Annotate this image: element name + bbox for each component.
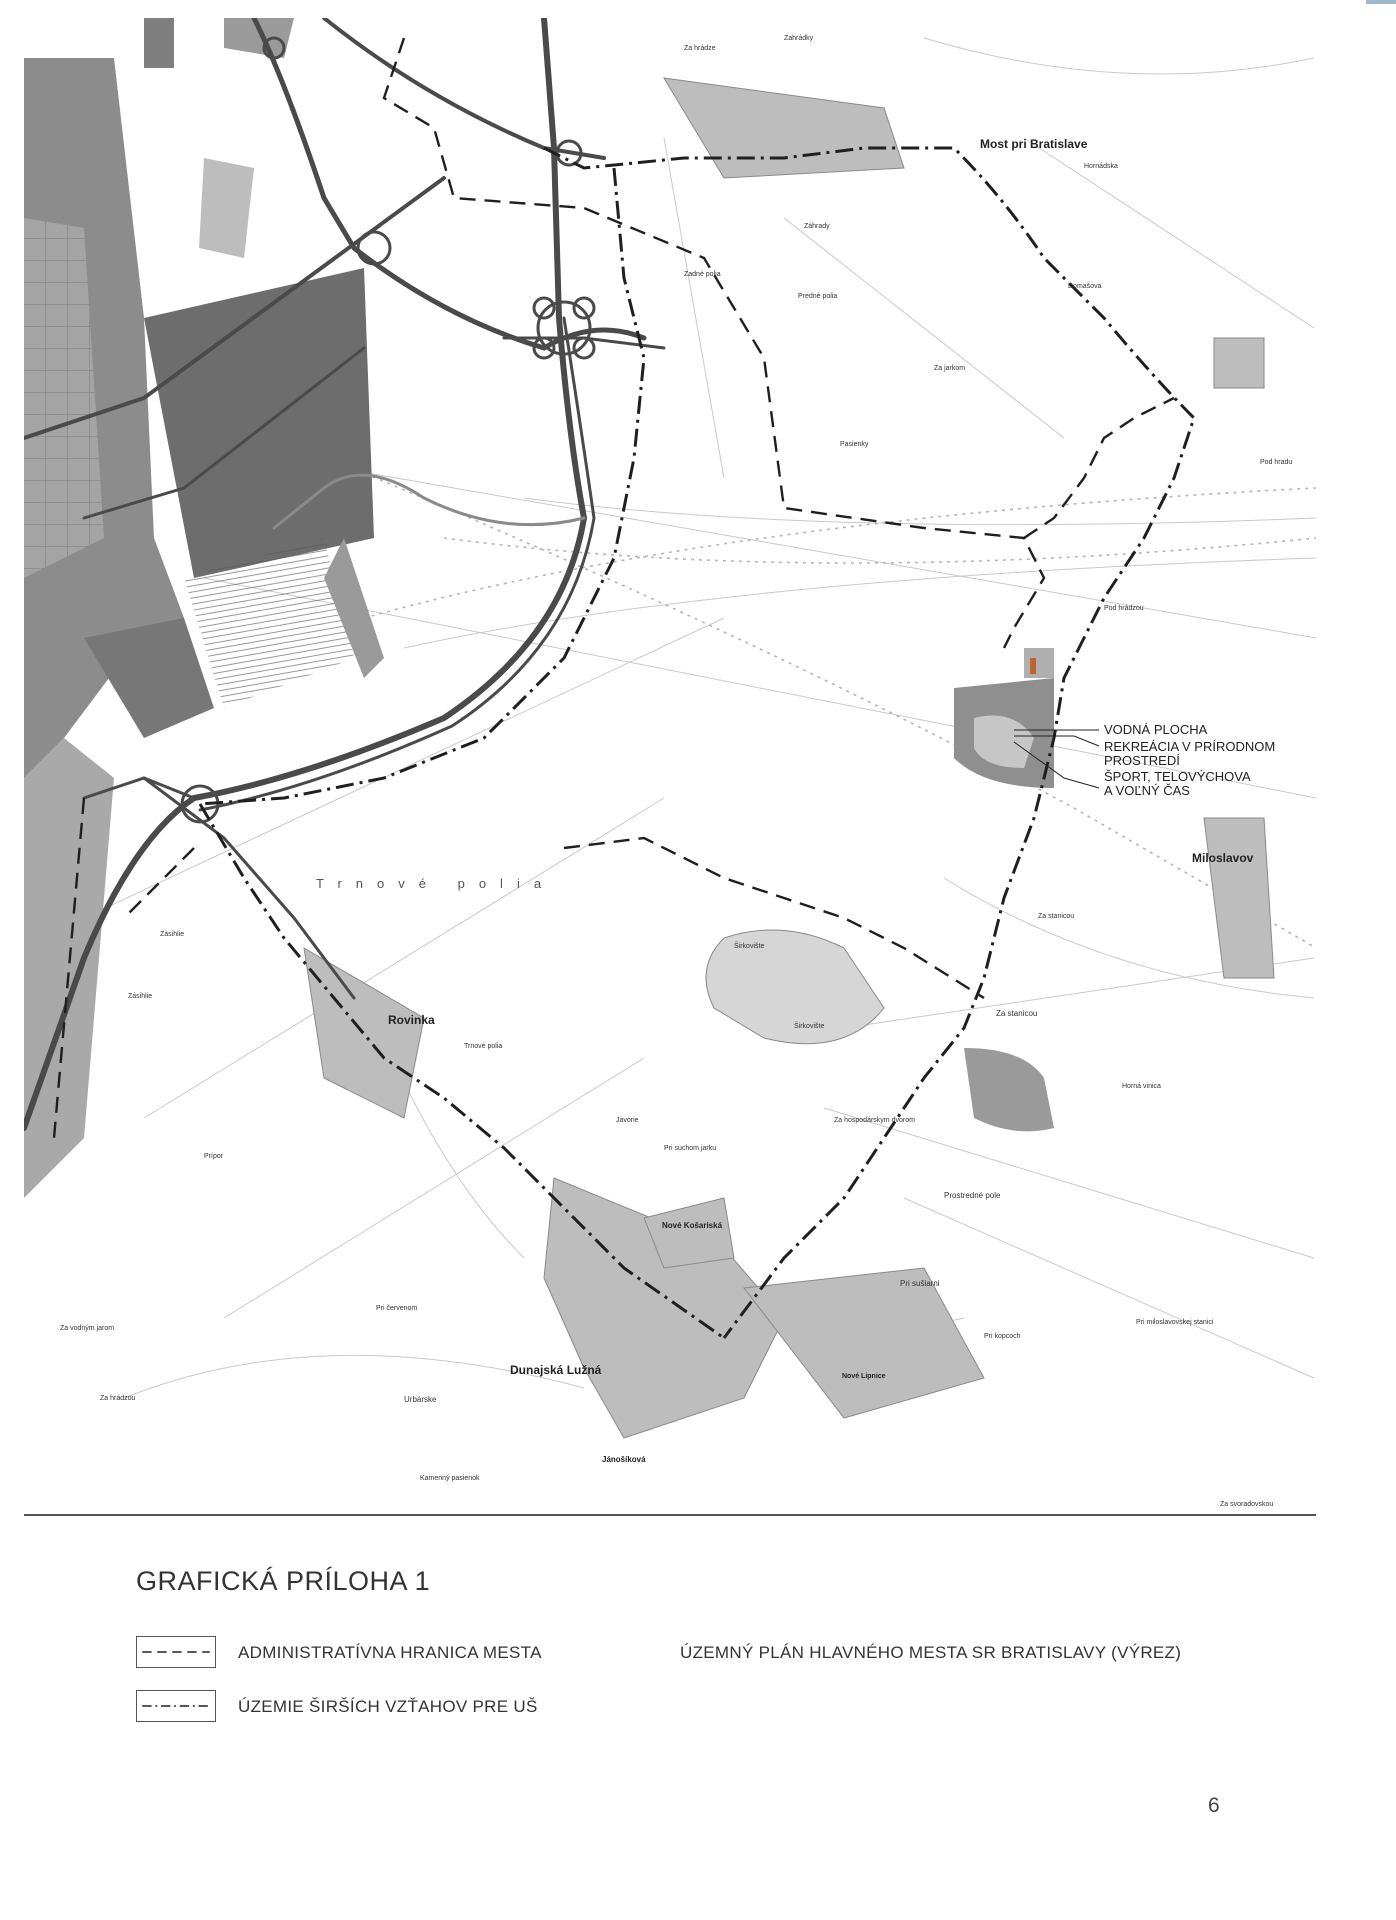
place-label-domasova: Domašova	[1068, 283, 1102, 290]
place-label-pod-hradzou: Pod hrádzou	[1104, 605, 1144, 612]
railway-lines	[254, 428, 1316, 948]
legend-label-wider-relations: ÚZEMIE ŠIRŠÍCH VZŤAHOV PRE UŠ	[238, 1697, 538, 1716]
place-label-za-hospodarskym-dvorom: Za hospodárskym dvorom	[834, 1117, 915, 1124]
callout-sport-line-2: A VOĽNÝ ČAS	[1104, 783, 1190, 798]
place-label-prostredne-pole: Prostredné pole	[944, 1191, 1001, 1200]
place-label-dunajska-luzna: Dunajská Lužná	[510, 1363, 602, 1377]
map	[24, 18, 1316, 1514]
place-label-zahradky: Zahrádky	[784, 35, 814, 42]
place-label-nove-kosariska: Nové Košariská	[662, 1221, 723, 1230]
place-label-trnove-pola-small: Trnové polia	[464, 1043, 503, 1050]
place-label-pri-kopcoch: Pri kopcoch	[984, 1333, 1021, 1340]
place-label-pasienky: Pasienky	[840, 441, 869, 448]
page-number: 6	[1208, 1794, 1220, 1817]
page-title: GRAFICKÁ PRÍLOHA 1	[136, 1566, 431, 1596]
callout-vodna-plocha: VODNÁ PLOCHA	[1104, 722, 1208, 737]
callout-rekreacia-line-1: REKREÁCIA V PRÍRODNOM	[1104, 739, 1276, 754]
legend-swatch-admin-boundary	[136, 1636, 216, 1668]
place-label-miloslavov: Miloslavov	[1192, 851, 1254, 865]
legend-swatch-wider-relations	[136, 1690, 216, 1722]
place-label-urbarske: Urbárske	[404, 1395, 437, 1404]
plan-title: ÚZEMNÝ PLÁN HLAVNÉHO MESTA SR BRATISLAVY (VÝREZ)	[680, 1643, 1182, 1662]
place-label-prupor: Prípor	[204, 1153, 224, 1160]
place-label-zasihlie-2: Zásihlie	[128, 993, 153, 1000]
place-label-pri-susiarni: Pri sušiarni	[900, 1279, 940, 1288]
map-bottom-rule	[24, 1514, 1316, 1516]
place-label-za-hradou: Za hrádzou	[100, 1395, 136, 1402]
place-label-janosikova: Jánošíková	[602, 1455, 646, 1464]
map-canvas	[24, 18, 1316, 1514]
place-label-pri-cervenom: Pri červenom	[376, 1305, 418, 1312]
legend-label-admin-boundary: ADMINISTRATÍVNA HRANICA MESTA	[238, 1643, 542, 1662]
place-label-za-jarkom: Za jarkom	[934, 365, 966, 372]
callout-sport-line-1: ŠPORT, TELOVÝCHOVA	[1104, 769, 1251, 784]
place-label-zahrade: Za hrádze	[684, 45, 716, 52]
place-label-za-svoradovskou: Za svoradovskou	[1220, 1501, 1274, 1508]
place-label-sirkoviste: Širkovište	[734, 943, 765, 950]
callout-rekreacia-line-2: PROSTREDÍ	[1104, 753, 1180, 768]
place-label-za-stanicou: Za stanicou	[1038, 913, 1075, 920]
place-label-sirkoviste-2: Širkovište	[794, 1023, 825, 1030]
place-label-horna-vinica: Horná vinica	[1122, 1083, 1161, 1090]
place-label-pod-hradu: Pod hradu	[1260, 459, 1293, 466]
place-label-pri-suchom-jarku: Pri suchom jarku	[664, 1145, 717, 1152]
place-label-most-pri-bratislave: Most pri Bratislave	[980, 137, 1088, 151]
page-edge-mark	[1366, 0, 1396, 4]
place-label-nove-lipnice: Nové Lipnice	[842, 1373, 886, 1380]
place-label-za-vodnym-jarom: Za vodným jarom	[60, 1325, 115, 1332]
place-label-rovinka: Rovinka	[388, 1013, 435, 1027]
place-label-zahrady: Záhrady	[804, 223, 830, 230]
place-label-kamenny-pasienok: Kamenný pasienok	[420, 1475, 480, 1482]
place-label-za-stanicou-2: Za stanicou	[996, 1009, 1038, 1018]
place-label-trnove-pola: Trnové polia	[316, 876, 556, 891]
place-label-hornadska: Hornádska	[1084, 163, 1118, 170]
place-label-zasihlie: Zásihlie	[160, 931, 185, 938]
place-label-javorie: Javorie	[616, 1117, 639, 1124]
place-label-zadne-polia: Zadné polia	[684, 271, 721, 278]
background-field-lines	[84, 38, 1316, 1398]
place-label-predne-polia: Predné polia	[798, 293, 838, 300]
place-label-pri-miloslavovskej-stanici: Pri miloslavovskej stanici	[1136, 1319, 1214, 1326]
